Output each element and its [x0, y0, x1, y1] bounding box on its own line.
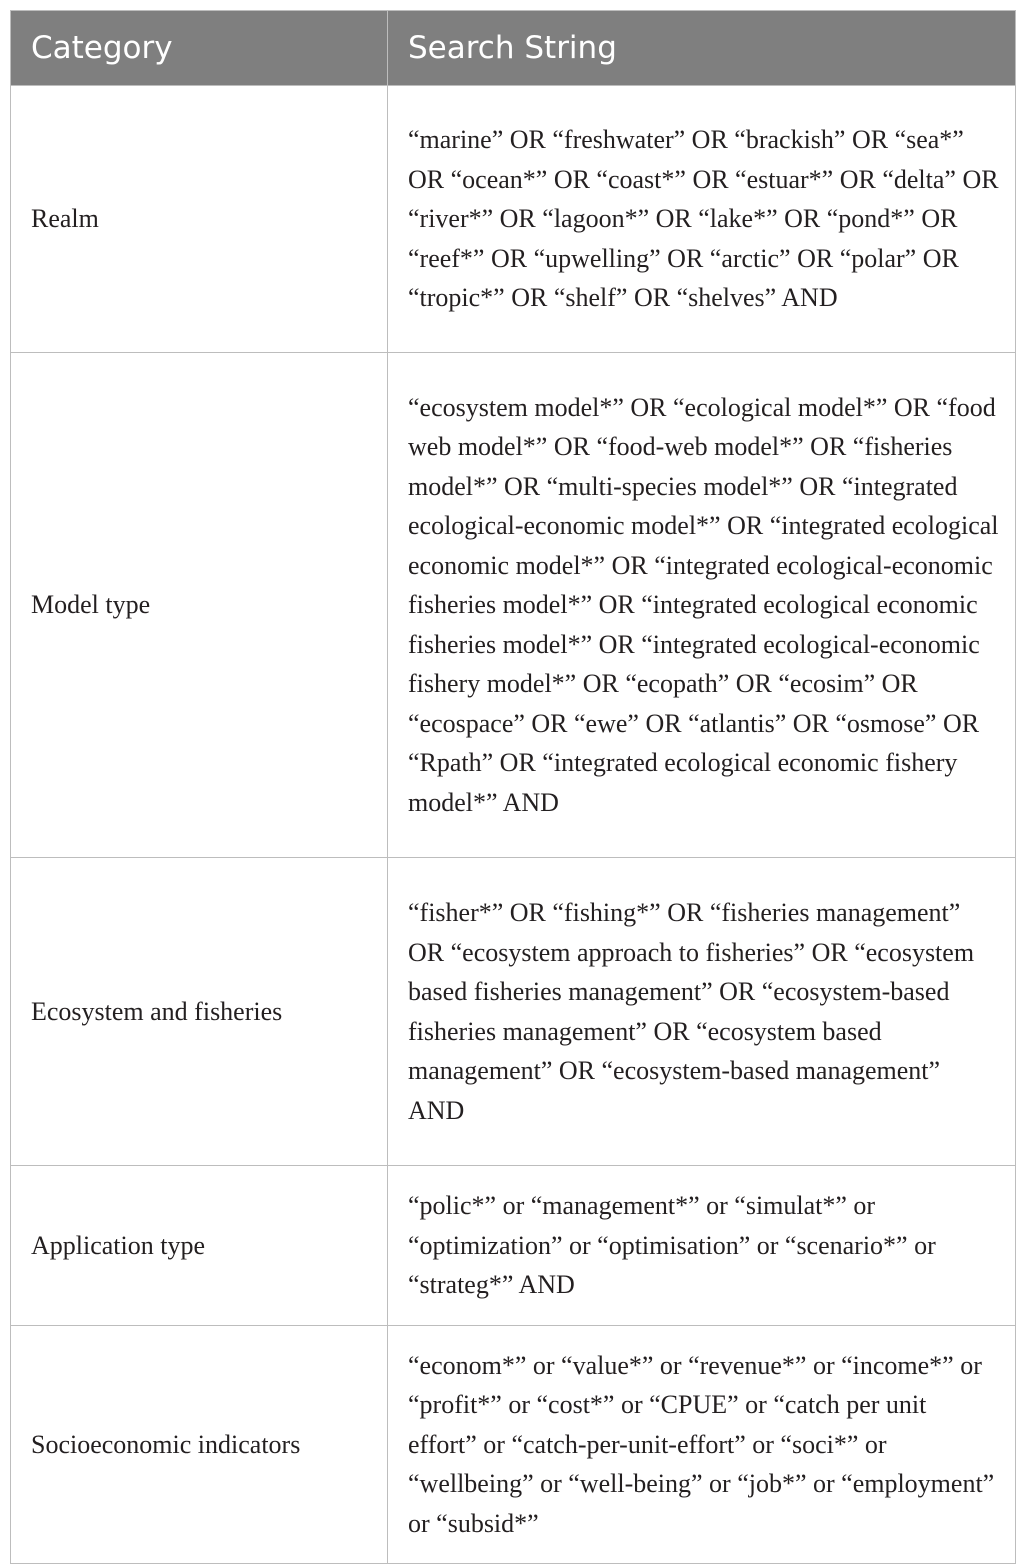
table-row: [11, 858, 1016, 1166]
category-cell: Socioeconomic indicators: [11, 1325, 388, 1564]
header-row: [11, 11, 1016, 86]
table-row: [11, 353, 1016, 858]
search-string-cell: “ecosystem model*” OR “ecological model*” OR “food web model*” OR “food-web model*” OR “fisheries model*” OR “multi-species model*” OR “integrated ecological-economic model*” OR “integrated ecological economic model*” OR “integrated ecological-economic fisheries model*” OR “integrated ecological economic fisheries model*” OR “integrated ecological-economic fishery model*” OR “ecopath” OR “ecosim” OR “ecospace” OR “ewe” OR “atlantis” OR “osmose” OR “Rpath” OR “integrated ecological economic fishery model*” AND: [388, 353, 1016, 858]
category-cell: Realm: [11, 86, 388, 353]
search-string-cell: “polic*” or “management*” or “simulat*” or “optimization” or “optimisation” or “scenario*” or “strateg*” AND: [388, 1166, 1016, 1326]
category-cell: Model type: [11, 353, 388, 858]
search-string-cell: “econom*” or “value*” or “revenue*” or “income*” or “profit*” or “cost*” or “CPUE” or “catch per unit effort” or “catch-per-unit-effort” or “soci*” or “wellbeing” or “well-being” or “job*” or “employment” or “subsid*”: [388, 1325, 1016, 1564]
table-row: [11, 86, 1016, 353]
header-search-string: Search String: [388, 11, 1016, 86]
search-string-cell: “fisher*” OR “fishing*” OR “fisheries management” OR “ecosystem approach to fisheries” OR “ecosystem based fisheries management” OR “ecosystem-based fisheries management” OR “ecosystem based management” OR “ecosystem-based management” AND: [388, 858, 1016, 1166]
table-row: [11, 1166, 1016, 1326]
category-cell: Application type: [11, 1166, 388, 1326]
table-row: [11, 1325, 1016, 1564]
search-string-cell: “marine” OR “freshwater” OR “brackish” OR “sea*” OR “ocean*” OR “coast*” OR “estuar*” OR “delta” OR “river*” OR “lagoon*” OR “lake*” OR “pond*” OR “reef*” OR “upwelling” OR “arctic” OR “polar” OR “tropic*” OR “shelf” OR “shelves” AND: [388, 86, 1016, 353]
header-category: Category: [11, 11, 388, 86]
search-string-table: [10, 10, 1016, 1564]
category-cell: Ecosystem and fisheries: [11, 858, 388, 1166]
